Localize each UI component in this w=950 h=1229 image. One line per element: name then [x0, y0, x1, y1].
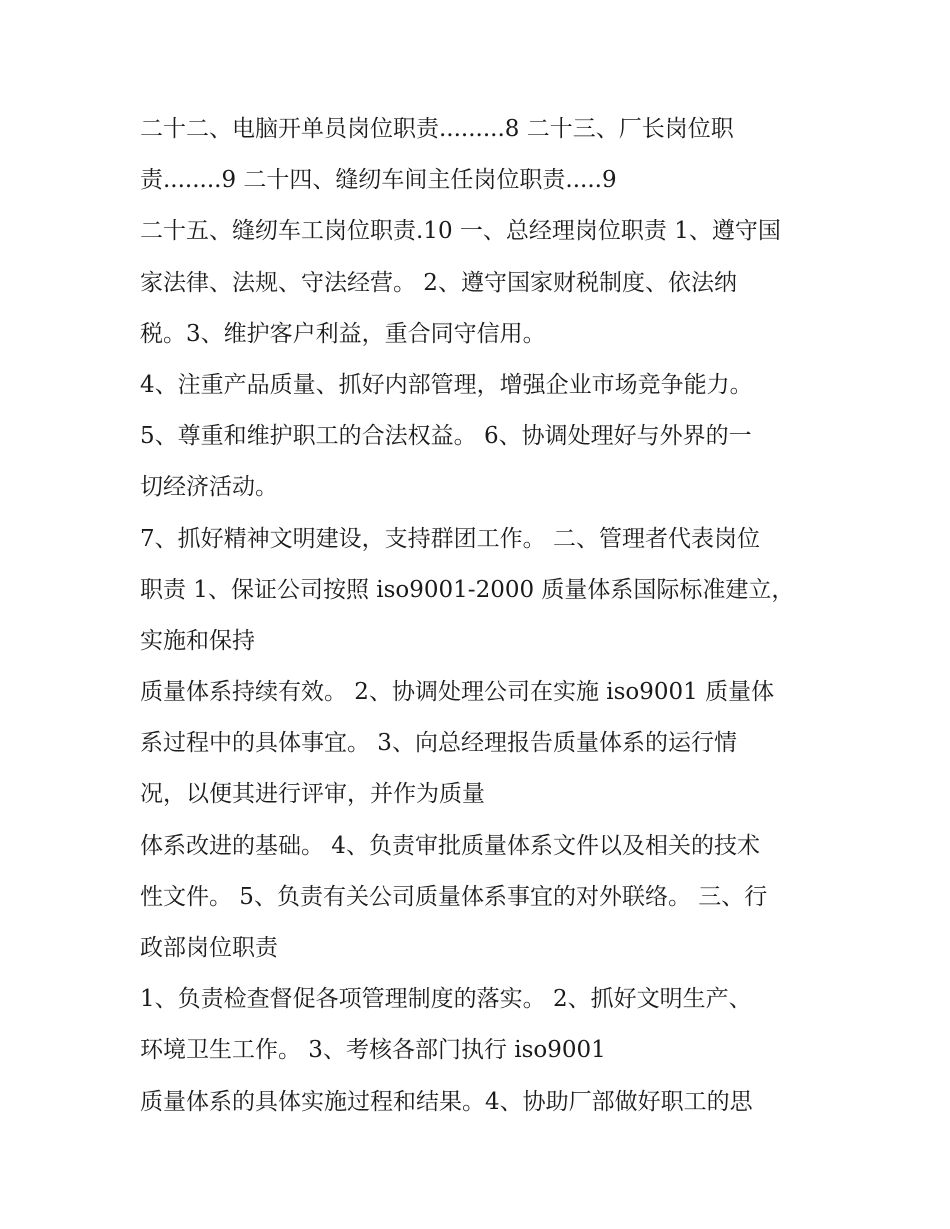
- text-line: 况，以便其进行评审，并作为质量: [140, 781, 485, 808]
- text-line: 7、抓好精神文明建设，支持群团工作。 二、管理者代表岗位: [140, 525, 760, 552]
- text-line: 政部岗位职责: [140, 935, 278, 961]
- text-line: 税。3、维护客户利益，重合同守信用。: [140, 320, 546, 347]
- text-line: 4、注重产品质量、抓好内部管理，增强企业市场竞争能力。: [140, 371, 753, 398]
- text-line: 责........9 二十四、缝纫车间主任岗位职责.....9: [140, 167, 617, 194]
- text-line: 质量体系持续有效。 2、协调处理公司在实施 iso9001 质量体: [140, 679, 775, 706]
- text-line: 二十五、缝纫车工岗位职责.10 一、总经理岗位职责 1、遵守国: [140, 218, 781, 245]
- text-line: 体系改进的基础。 4、负责审批质量体系文件以及相关的技术: [140, 832, 760, 859]
- text-line: 环境卫生工作。 3、考核各部门执行 iso9001: [140, 1037, 606, 1064]
- body-text: [140, 104, 830, 1128]
- text-line: 切经济活动。: [140, 474, 278, 501]
- text-line: 家法律、法规、守法经营。 2、遵守国家财税制度、依法纳: [140, 269, 737, 296]
- text-line: 性文件。 5、负责有关公司质量体系事宜的对外联络。 三、行: [140, 883, 768, 910]
- text-line: 实施和保持: [140, 627, 255, 654]
- text-line: 二十二、电脑开单员岗位职责.........8 二十三、厂长岗位职: [140, 116, 734, 142]
- text-line: 质量体系的具体实施过程和结果。4、协助厂部做好职工的思: [140, 1088, 753, 1115]
- text-line: 1、负责检查督促各项管理制度的落实。 2、抓好文明生产、: [140, 986, 752, 1013]
- text-line: 系过程中的具体事宜。 3、向总经理报告质量体系的运行情: [140, 730, 737, 757]
- text-line: 职责 1、保证公司按照 iso9001-2000 质量体系国际标准建立，: [140, 576, 795, 603]
- text-line: 5、尊重和维护职工的合法权益。 6、协调处理好与外界的一: [140, 423, 752, 450]
